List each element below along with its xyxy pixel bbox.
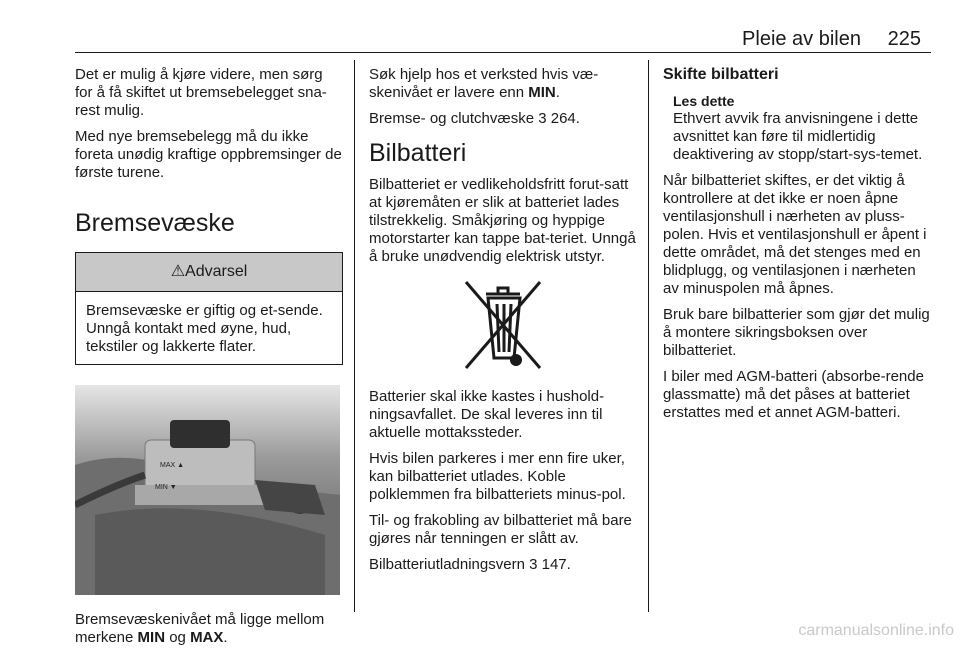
cross-reference: Bremse- og clutchvæske 3 264. [369, 110, 580, 127]
min-mark: MIN ▼ [155, 484, 177, 491]
warning-box [75, 252, 343, 365]
column-divider [648, 60, 649, 612]
paragraph: Når bilbatteriet skiftes, er det viktig å kontrollere at det ikke er noen åpne ventilasjonshull i nærheten av pluss-polen. Hvis et ventilasjonshull er åpent i dette området, må det stenges med en blidplugg, og ventilasjonen i nærheten av minuspolen må åpnes. [663, 172, 927, 297]
crossed-out-bin-icon [458, 274, 548, 374]
watermark: carmanualsonline.info [798, 622, 954, 639]
column-divider [354, 60, 355, 612]
paragraph: Batterier skal ikke kastes i hushold-ningsavfallet. De skal leveres inn til aktuelle mottakssteder. [369, 388, 605, 441]
warning-title: Advarsel [185, 263, 248, 280]
page-header [75, 28, 931, 50]
brake-fluid-reservoir-photo [75, 385, 340, 595]
paragraph: Til- og frakobling av bilbatteriet må bare gjøres når tenningen er slått av. [369, 512, 632, 547]
warning-text: Bremsevæske er giftig og et-sende. Unngå kontakt med øyne, hud, tekstiler og lakkerte flater. [86, 302, 323, 355]
paragraph: Hvis bilen parkeres i mer enn fire uker, kan bilbatteriet utlades. Koble polklemmen fra bilbatteriets minus-pol. [369, 450, 626, 503]
paragraph: Bilbatteriet er vedlikeholdsfritt forut-satt at kjøremåten er slik at batteriet lades tilstrekkelig. Småkjøring og hyppige motorstarter kan tappe bat-teriet. Unngå å bruke unødvendig elektrisk utstyr. [369, 176, 636, 265]
reference-arrow-icon: 3 [529, 556, 538, 573]
section-title: Pleie av bilen [742, 28, 861, 50]
header-rule [75, 52, 931, 53]
paragraph: Søk hjelp hos et verksted hvis væ-skenivået er lavere enn MIN. [369, 66, 599, 101]
column-2 [369, 66, 637, 582]
warning-icon: ⚠ [170, 263, 186, 280]
heading-brake-fluid: Bremsevæske [75, 209, 235, 237]
reference-arrow-icon: 3 [538, 110, 547, 127]
heading-battery: Bilbatteri [369, 139, 467, 167]
warning-header [76, 253, 342, 292]
max-mark: MAX ▲ [160, 462, 185, 469]
paragraph: Med nye bremsebelegg må du ikke foreta unødig kraftige oppbremsinger de første turene. [75, 128, 342, 181]
column-1 [75, 66, 343, 655]
column-3 [663, 66, 931, 430]
photo-caption: Bremsevæskenivået må ligge mellom merkene MIN og MAX. [75, 611, 325, 646]
page-number: 225 [887, 28, 921, 50]
paragraph: I biler med AGM-batteri (absorbe-rende glassmatte) må det påses at batteriet erstattes med et annet AGM-batteri. [663, 368, 924, 421]
note-label: Les dette [673, 93, 735, 109]
note-text: Ethvert avvik fra anvisningene i dette avsnittet kan føre til midlertidig deaktivering av stopp/start-sys-temet. [673, 110, 923, 163]
note-box [663, 92, 931, 164]
heading-change-battery: Skifte bilbatteri [663, 66, 779, 83]
paragraph: Det er mulig å kjøre videre, men sørg for å få skiftet ut bremsebelegget sna-rest mulig. [75, 66, 327, 119]
paragraph: Bruk bare bilbatterier som gjør det mulig å montere sikringsboksen over bilbatteriet. [663, 306, 930, 359]
cross-reference: Bilbatteriutladningsvern 3 147. [369, 556, 571, 573]
